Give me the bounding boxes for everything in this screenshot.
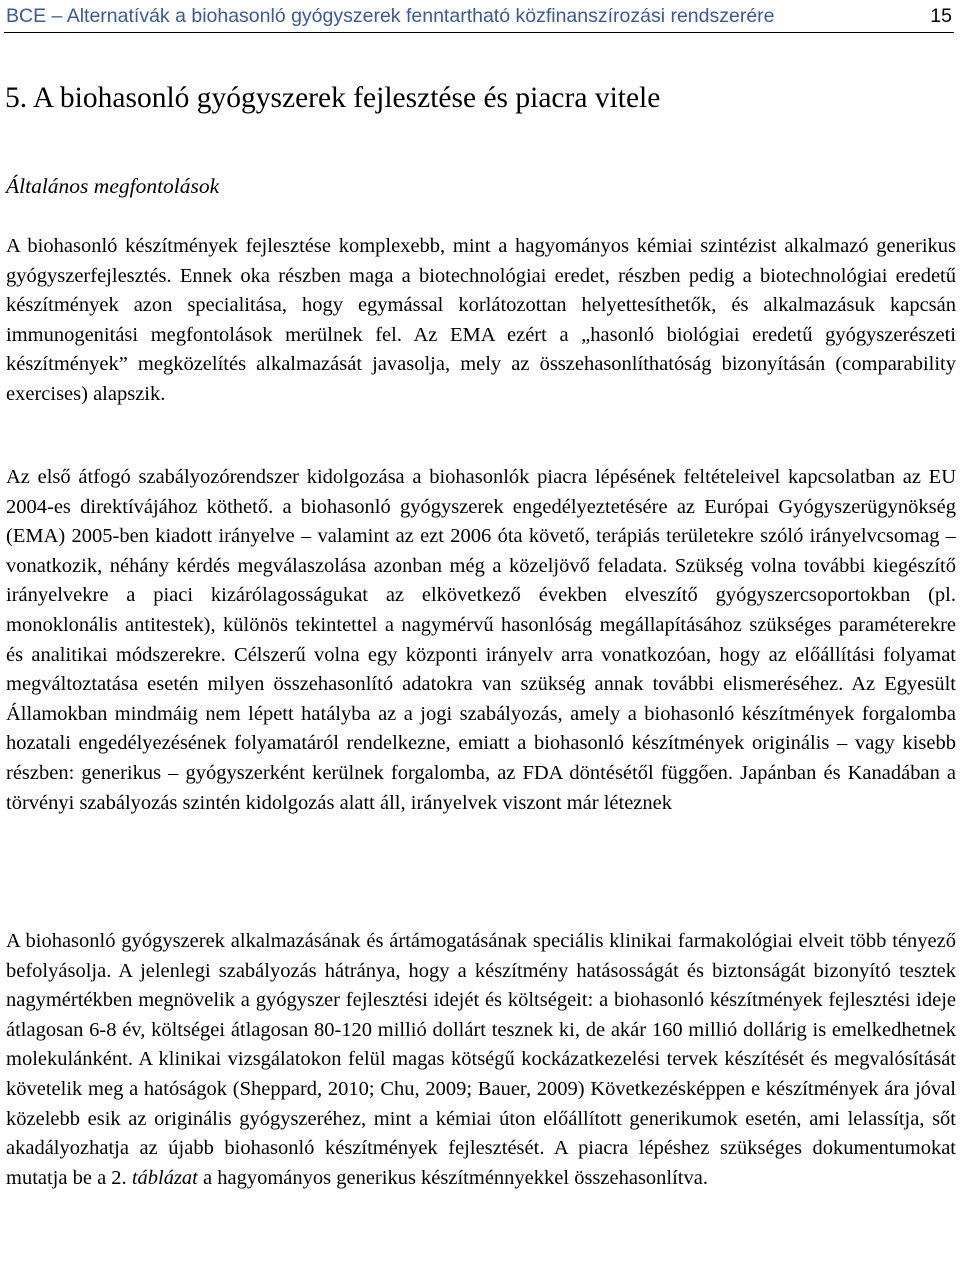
table-reference: táblázat: [131, 1166, 198, 1189]
paragraph-text: a hagyományos generikus készítménnyekkel összehasonlítva.: [197, 1166, 708, 1189]
paragraph: Az első átfogó szabályozórendszer kidolgozása a biohasonlók piacra lépésének feltételeivel kapcsolatban az EU 2004-es direktívájához köthető. a biohasonló gyógyszerek engedélyeztetésére az Európai Gyógyszerügynökség (EMA) 2005-ben kiadott irányelve – valamint az ezt 2006 óta követő, terápiás területekre szóló irányelvcsomag – vonatkozik, néhány kérdés megválaszolása azonban még a közeljövő feladata. Szükség volna további kiegészítő irányelvekre a piaci kizárólagosságukat az elkövetkező években elveszítő gyógyszercsoportokban (pl. monoklonális antitestek), különös tekintettel a nagymérvű hasonlóság megállapításához szükséges paraméterekre és analitikai módszerekre. Célszerű volna egy központi irányelv arra vonatkozóan, hogy az előállítási folyamat megváltoztatása esetén milyen összehasonlító adatokra van szükség annak további elismeréséhez. Az Egyesült Államokban mindmáig nem lépett hatályba az a jogi szabályozás, amely a biohasonló készítmények forgalomba hozatali engedélyezésének folyamatáról rendelkezne, emiatt a biohasonló készítmények originális – vagy kisebb részben: generikus – gyógyszerként kerülnek forgalomba, az FDA döntésétől függően. Japánban és Kanadában a törvényi szabályozás szintén kidolgozás alatt áll, irányelvek viszont már léteznek: [6, 466, 956, 814]
subheading: Általános megfontolások: [6, 174, 220, 198]
paragraph: A biohasonló készítmények fejlesztése komplexebb, mint a hagyományos kémiai szintézist alkalmazó generikus gyógyszerfejlesztés. Ennek oka részben maga a biotechnológiai eredet, részben pedig a biotechnológiai eredetű készítmények azon specialitása, hogy egymással korlátozottan helyettesíthetők, és alkalmazásuk kapcsán immunogenitási megfontolások merülnek fel. Az EMA ezért a „hasonló biológiai eredetű gyógyszerészeti készítmények” megközelítés alkalmazását javasolja, mely az összehasonlíthatóság bizonyításán (comparability exercises) alapszik.: [6, 235, 956, 405]
header-title: BCE – Alternatívák a biohasonló gyógyszerek fenntartható közfinanszírozási rendszerére: [6, 5, 775, 27]
running-header: [4, 2, 954, 33]
paragraph-text: A biohasonló gyógyszerek alkalmazásának és ártámogatásának speciális klinikai farmakológiai elveit több tényező befolyásolja. A jelenlegi szabályozás hátránya, hogy a készítmény hatásosságát és biztonságát bizonyító tesztek nagymértékben megnövelik a gyógyszer fejlesztési idejét és költségeit: a biohasonló készítmények fejlesztési ideje átlagosan 6-8 év, költségei átlagosan 80-120 millió dollárt tesznek ki, de akár 160 millió dollárig is emelkedhetnek molekulánként. A klinikai vizsgálatokon felül magas kötségű kockázatkezelési tervek készítését és megvalósítását követelik meg a hatóságok (Sheppard, 2010; Chu, 2009; Bauer, 2009) Következésképpen e készítmények ára jóval közelebb esik az originális gyógyszeréhez, mint a kémiai úton előállított generikumok esetén, ami lelassítja, sőt akadályozhatja az újabb biohasonló készítmények fejlesztését. A piacra lépéshez szükséges dokumentumokat mutatja be a 2.: [6, 930, 956, 1189]
paragraph: [6, 927, 956, 1193]
page-number: 15: [930, 5, 952, 27]
section-title: 5. A biohasonló gyógyszerek fejlesztése és piacra vitele: [5, 82, 661, 114]
